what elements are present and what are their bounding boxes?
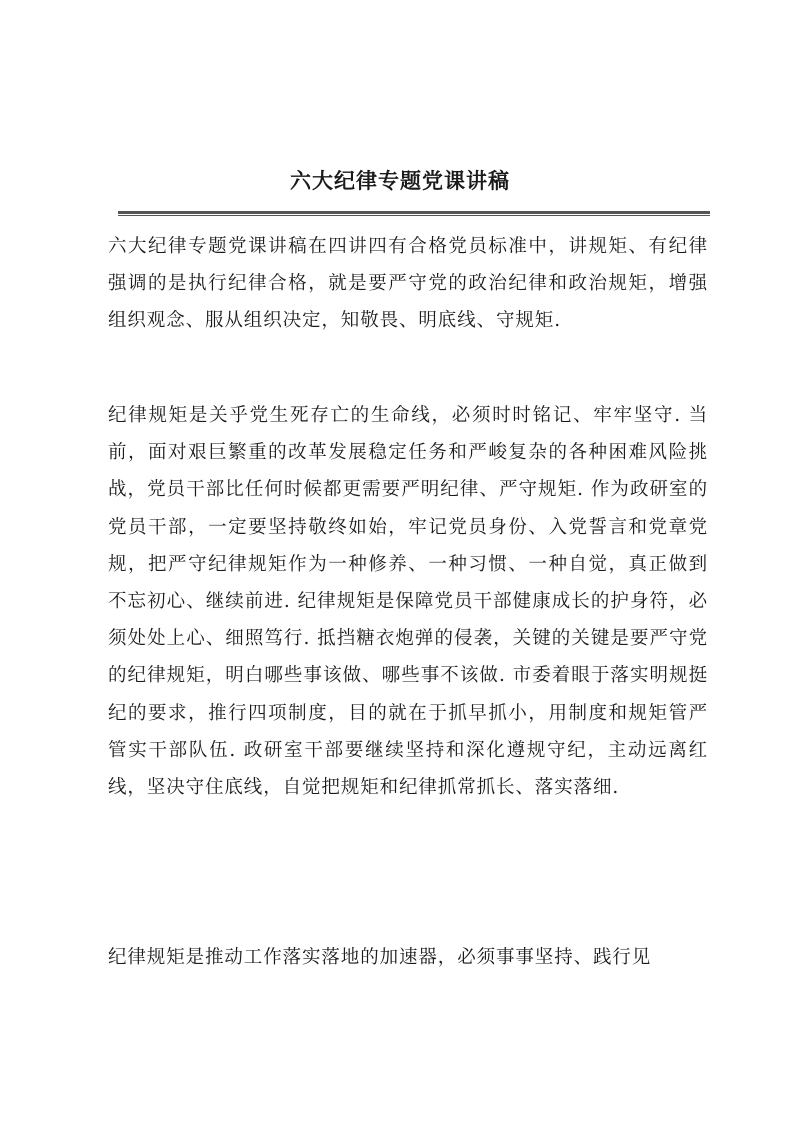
- paragraph-3: 纪律规矩是推动工作落实落地的加速器，必须事事坚持、践行见: [108, 947, 652, 968]
- document-title: 六大纪律专题党课讲稿: [290, 168, 510, 193]
- paragraph-1: 六大纪律专题党课讲稿在四讲四有合格党员标准中，讲规矩、有纪律强调的是执行纪律合格，就是要严守党的政治纪律和政治规矩，增强组织观念、服从组织决定，知敬畏、明底线、守规矩.: [108, 236, 708, 332]
- title-divider: [118, 211, 710, 216]
- paragraph-2: 纪律规矩是关乎党生死存亡的生命线，必须时时铭记、牢牢坚守. 当前，面对艰巨繁重的改革发展稳定任务和严峻复杂的各种困难风险挑战，党员干部比任何时候都更需要严明纪律、严守规矩. 作为政研室的党员干部，一定要坚持敬终如始，牢记党员身份、入党誓言和党章党规，把严守纪律规矩作为一种修养、一种习惯、一种自觉，真正做到不忘初心、继续前进. 纪律规矩是保障党员干部健康成长的护身符，必须处处上心、细照笃行. 抵挡糖衣炮弹的侵袭，关键的关键是要严守党的纪律规矩，明白哪些事该做、哪些事不该做. 市委着眼于落实明规挺纪的要求，推行四项制度，目的就在于抓早抓小，用制度和规矩管严管实干部队伍. 政研室干部要继续坚持和深化遵规守纪，主动远离红线，坚决守住底线，自觉把规矩和纪律抓常抓长、落实落细.: [108, 405, 708, 799]
